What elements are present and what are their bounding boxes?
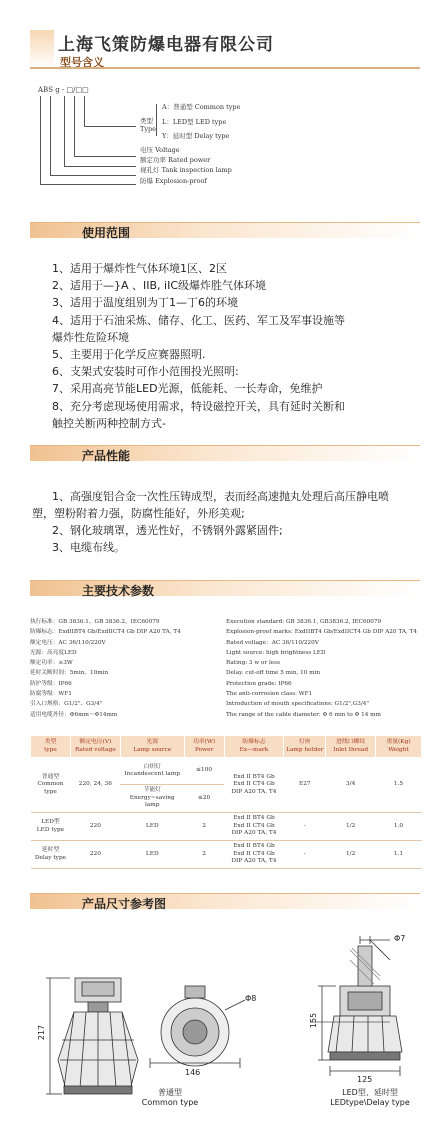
spec-line: 引入口规格：G1/2"、G3/4" xyxy=(30,701,103,708)
spec-line: Rated voltage：AC 36/110/220V xyxy=(226,639,319,646)
cell-weight: 1.0 xyxy=(376,813,422,841)
spec-line: Protection grade: IP66 xyxy=(226,680,292,687)
list-item: 3、电缆布线。 xyxy=(52,541,125,554)
cell-type: 延时型 Delay type xyxy=(31,841,71,869)
section-dimensions xyxy=(30,893,420,909)
table-row xyxy=(31,813,422,841)
section-specs xyxy=(30,580,420,596)
model-code: ABS g - □/□□ xyxy=(38,86,89,94)
spec-line: 光源：高亮度LED xyxy=(30,649,77,656)
spec-line: Introduction of mouth specifications: G1/2",G3/4" xyxy=(226,701,369,708)
cell-source: LED xyxy=(120,841,184,869)
company-name: 上海飞策防爆电器有限公司 xyxy=(58,35,274,55)
spec-line: 防护等级：IP66 xyxy=(30,680,72,687)
spec-table xyxy=(30,735,422,869)
cell-weight: 1.1 xyxy=(376,841,422,869)
type-delay: Y：延时型 Delay type xyxy=(162,132,230,140)
cell-exmark: Exd II BT4 Gb Exd II CT4 Gb DIP A20 TA, T4 xyxy=(224,758,284,813)
tree-line xyxy=(64,96,65,166)
list-item: 8、充分考虑现场使用需求，特设磁控开关，具有延时关断和 xyxy=(52,399,345,413)
col-header: 额定电压(V) Rated voltage xyxy=(70,736,120,758)
specs-english xyxy=(226,617,426,720)
table-row xyxy=(31,841,422,869)
list-item: 爆炸性危险环境 xyxy=(52,330,129,344)
bolt-dim-led: Φ7 xyxy=(394,934,406,943)
spec-line: The range of the cable diameter: Φ 6 mm to Φ 14 mm xyxy=(226,711,381,718)
tree-line xyxy=(40,184,136,185)
section-title: 使用范围 xyxy=(82,226,131,240)
cell-holder: E27 xyxy=(284,758,326,813)
spec-line: Explosion-proof marks: ExdIIBT4 Gb/ExdIICT4 Gb DIP A20 TA, T4 xyxy=(226,629,417,636)
cell-voltage: 220, 24, 36 xyxy=(70,758,120,813)
brand-accent xyxy=(30,30,54,68)
list-item: 3、适用于温度组别为丁1—丁6的环境 xyxy=(52,296,238,310)
type-led: L：LED型 LED type xyxy=(162,118,227,126)
width-dim-common: 146 xyxy=(185,1068,201,1077)
caption-led: LED型、延时型 LEDtype\Delay type xyxy=(330,1088,410,1107)
col-header: 光源 Lamp source xyxy=(120,736,184,758)
cell-exmark: Exd II BT4 Gb Exd II CT4 Gb DIP A20 TA, T4 xyxy=(224,813,284,841)
cell-type: LED型 LED type xyxy=(31,813,71,841)
type-bracket xyxy=(156,104,157,136)
voltage-label: 电压 Voltage xyxy=(140,146,180,154)
list-item: 塑，塑粉附着力强，防腐性能好，外形美观; xyxy=(32,507,245,520)
cell-power: 2 xyxy=(184,813,224,841)
list-item: 7、采用高亮节能LED光源，低能耗、一长寿命，免维护 xyxy=(52,382,323,396)
width-dim-led: 125 xyxy=(357,1075,373,1084)
spec-line: 适用电缆外径：Φ6mm～Φ14mm xyxy=(30,711,118,718)
col-header: 进线口螺纹 Inlet thread xyxy=(326,736,376,758)
model-meaning-diagram xyxy=(38,86,278,196)
section-title: 主要技术参数 xyxy=(82,584,155,598)
cell-power: ≤100 ≤20 xyxy=(184,758,224,813)
cell-source: 白炽灯 Incandescent lamp 节能灯 Energy~saving lamp xyxy=(120,758,184,813)
table-header-row xyxy=(31,736,422,758)
rated-power-label: 额定功率 Rated power xyxy=(140,156,211,164)
usage-list xyxy=(52,260,430,432)
spec-line: Execution standard: GB 3836.1, GB3836.2, IEC60079 xyxy=(226,619,382,625)
cell-exmark: Exd II BT4 Gb Exd II CT4 Gb DIP A20 TA, T4 xyxy=(224,841,284,869)
spec-line: Rating: 3 w or less xyxy=(226,660,281,667)
dimension-drawings xyxy=(30,920,430,1120)
spec-line: 额定功率：≤3W xyxy=(30,660,73,667)
performance-list xyxy=(32,488,427,556)
height-dim-common: 217 xyxy=(37,1024,47,1041)
type-common: A：普通型 Common type xyxy=(162,103,241,111)
list-item: 触控关断两种控制方式- xyxy=(52,416,166,430)
spec-line: 执行标准：GB 3836.1、GB 3836.2、IEC60079 xyxy=(30,619,160,625)
header-divider xyxy=(30,67,420,69)
tree-line xyxy=(74,156,136,157)
spec-line: 防腐等级：WF1 xyxy=(30,691,72,698)
cell-thread: 1/2 xyxy=(326,813,376,841)
tree-line xyxy=(74,96,75,156)
col-header: 灯座 Lamp holder xyxy=(284,736,326,758)
col-header: 防爆标志 Ex—mark xyxy=(224,736,284,758)
section-title: 产品性能 xyxy=(82,449,131,463)
spec-line: 延时关断时间：5min、10min xyxy=(30,670,109,677)
tree-line xyxy=(84,96,85,126)
caption-common: 普通型 Common type xyxy=(141,1088,199,1107)
spec-line: The anti-corrosion class: WF1 xyxy=(226,691,313,698)
cell-type: 普通型 Common type xyxy=(31,758,71,813)
spec-line: Delay. cut-off time 5 min, 10 min xyxy=(226,670,321,677)
section-usage xyxy=(30,222,420,238)
list-item: 4、适用于石油采炼、储存、化工、医药、军工及军事设施等 xyxy=(52,313,345,327)
tree-line xyxy=(40,96,41,184)
section-performance xyxy=(30,445,420,461)
type-label-en: Type xyxy=(140,125,157,133)
cell-power: 2 xyxy=(184,841,224,869)
led-lamp-drawing xyxy=(310,936,402,1076)
model-meaning-title: 型号含义 xyxy=(60,56,104,69)
list-item: 5、主要用于化学反应赛器照明. xyxy=(52,348,206,362)
cell-thread: 1/2 xyxy=(326,841,376,869)
tank-lamp-label: 视孔灯 Tank inspection lamp xyxy=(140,166,232,174)
cell-holder: - xyxy=(284,813,326,841)
tree-line xyxy=(84,126,136,127)
cell-voltage: 220 xyxy=(70,841,120,869)
spec-line: 防爆标志：ExdIIBT4 Gb/ExdIICT4 Gb DIP A20 TA, T4 xyxy=(30,629,181,636)
bolt-dim-common: Φ8 xyxy=(245,994,257,1003)
col-header: 功率(W) Power xyxy=(184,736,224,758)
common-lamp-drawing xyxy=(46,978,245,1094)
col-header: 类型 type xyxy=(31,736,71,758)
tree-line xyxy=(50,96,51,175)
list-item: 1、高强度铝合金一次性压铸成型，表而经高速抛丸处理后高压静电喷 xyxy=(52,490,389,503)
spec-line: Light source: high brightness LED xyxy=(226,649,326,656)
specs-chinese xyxy=(30,617,230,720)
cell-weight: 1.5 xyxy=(376,758,422,813)
cell-voltage: 220 xyxy=(70,813,120,841)
cell-holder: - xyxy=(284,841,326,869)
list-item: 2、适用于—}A 、IIB, iIC级爆炸胜气体环境 xyxy=(52,279,267,293)
tree-line xyxy=(50,175,136,176)
height-dim-led: 155 xyxy=(309,1012,319,1029)
list-item: 2、钢化玻璃罩，透光性好，不锈钢外露紧固件; xyxy=(52,524,283,537)
col-header: 重量(Kg) Weight xyxy=(376,736,422,758)
section-title: 产品尺寸参考图 xyxy=(82,897,167,911)
list-item: 6、支架式安装时可作小范围投光照明: xyxy=(52,365,239,379)
type-label: 类型 xyxy=(140,117,153,125)
cell-source: LED xyxy=(120,813,184,841)
explosion-proof-label: 防爆 Explosion-proof xyxy=(140,177,207,185)
list-item: 1、适用于爆炸性气体环境1区、2区 xyxy=(52,262,227,275)
spec-line: 额定电压：AC 36/110/220V xyxy=(30,639,106,646)
table-row xyxy=(31,758,422,813)
cell-thread: 3/4 xyxy=(326,758,376,813)
tree-line xyxy=(64,166,136,167)
